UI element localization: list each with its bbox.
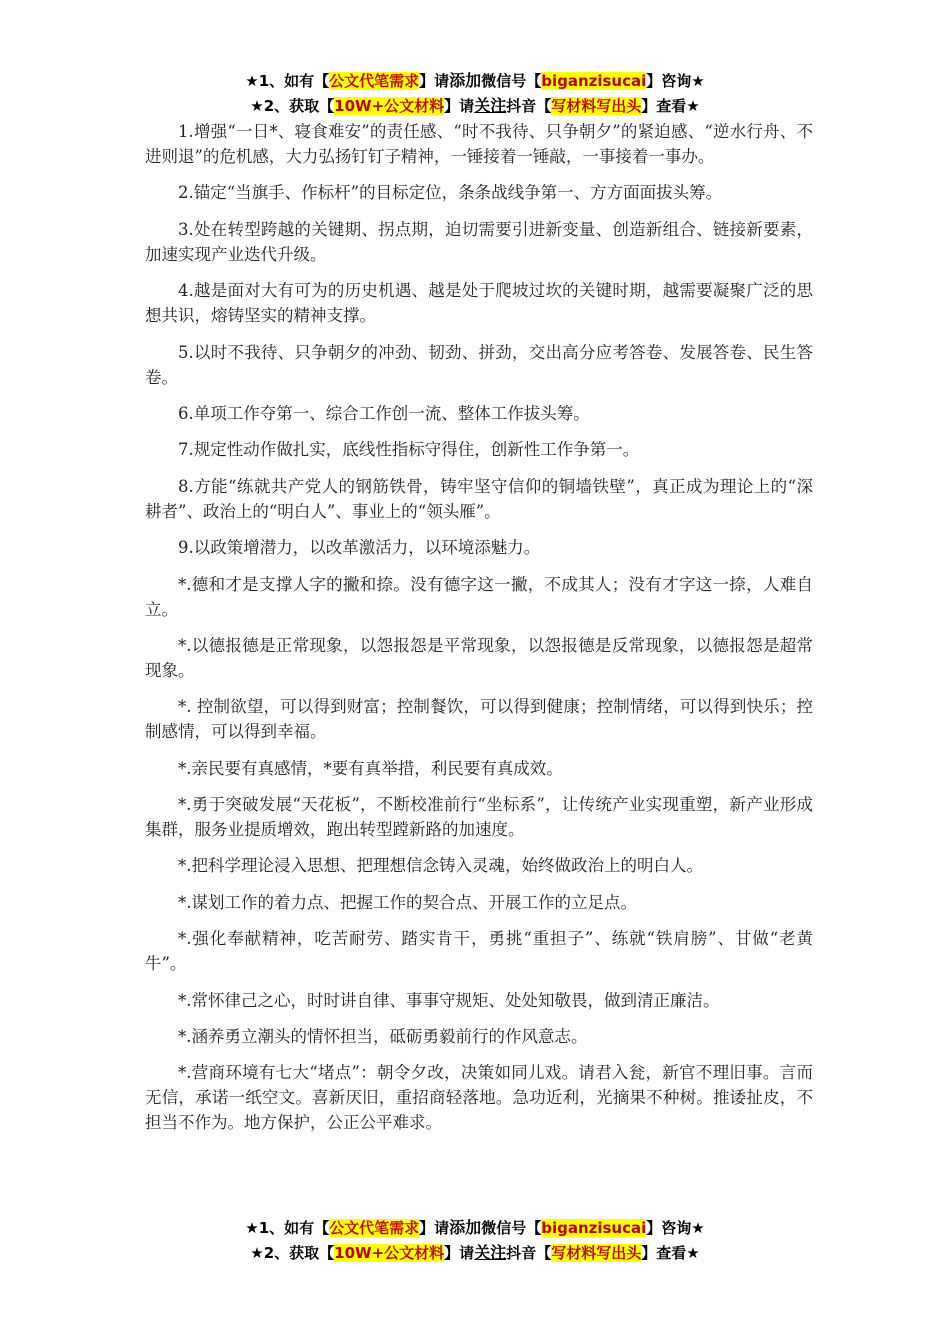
banner-text: 】请 xyxy=(419,72,450,90)
banner-text: 】查看 xyxy=(641,97,687,115)
paragraph: 6.单项工作夺第一、综合工作创一流、整体工作拔头筹。 xyxy=(178,403,590,423)
banner-text: 2、获取【 xyxy=(263,97,335,115)
banner-emphasis: 添加 xyxy=(449,71,482,90)
star-icon: ★ xyxy=(250,97,264,115)
banner-line-materials xyxy=(0,1240,950,1265)
highlight-materials: 10W+公文材料 xyxy=(334,97,445,115)
paragraph: *.德和才是支撑人字的撇和捺。没有德字这一撇，不成其人；没有才字这一捺，人难自立。 xyxy=(145,574,813,619)
paragraph: 8.方能“练就共产党人的钢筋铁骨，铸牢坚守信仰的铜墙铁壁”，真正成为理论上的“深耕者”、政治上的“明白人”、事业上的“领头雁”。 xyxy=(145,476,813,521)
highlight-materials: 10W+公文材料 xyxy=(334,1244,445,1262)
banner-text: 】请 xyxy=(419,1219,450,1237)
star-icon: ★ xyxy=(691,72,705,90)
banner-text: 2、获取【 xyxy=(263,1244,335,1262)
document-body xyxy=(145,119,813,1147)
paragraph: 9.以政策增潜力，以改革激活力，以环境添魅力。 xyxy=(178,538,541,558)
paragraph: *.以德报德是正常现象，以怨报怨是平常现象，以怨报德是反常现象，以德报怨是超常现象。 xyxy=(145,635,813,680)
star-icon: ★ xyxy=(245,1219,259,1237)
highlight-service: 公文代笔需求 xyxy=(329,72,420,90)
paragraph: *.营商环境有七大“堵点”：朝令夕改，决策如同儿戏。请君入瓮，新官不理旧事。言而无信，承诺一纸空文。喜新厌旧，重招商轻落地。急功近利，光摘果不种树。推诿扯皮，不担当不作为。地方保护，公正公平难求。 xyxy=(145,1063,813,1133)
highlight-wechat-id: biganzisucai xyxy=(541,1219,647,1237)
banner-emphasis: 关注 xyxy=(474,1243,507,1262)
footer-banner xyxy=(0,1215,950,1265)
banner-text: 】请 xyxy=(444,1244,475,1262)
banner-line-materials xyxy=(0,93,950,118)
paragraph: *. 控制欲望，可以得到财富；控制餐饮，可以得到健康；控制情绪，可以得到快乐；控制感情，可以得到幸福。 xyxy=(145,697,813,742)
banner-text: 1、如有【 xyxy=(258,72,330,90)
star-icon: ★ xyxy=(250,1244,264,1262)
banner-emphasis: 关注 xyxy=(474,96,507,115)
star-icon: ★ xyxy=(686,97,700,115)
paragraph: *.谋划工作的着力点、把握工作的契合点、开展工作的立足点。 xyxy=(178,892,637,912)
highlight-wechat-id: biganzisucai xyxy=(541,72,647,90)
banner-text: 微信号【 xyxy=(481,1219,542,1237)
banner-text: 】咨询 xyxy=(646,1219,692,1237)
banner-text: 1、如有【 xyxy=(258,1219,330,1237)
paragraph: 1.增强“一日*、寝食难安”的责任感、“时不我待、只争朝夕”的紧迫感、“逆水行舟、不进则退”的危机感，大力弘扬钉钉子精神，一锤接着一锤敲，一事接着一事办。 xyxy=(145,122,813,166)
paragraph: *.常怀律己之心，时时讲自律、事事守规矩、处处知敬畏，做到清正廉洁。 xyxy=(178,990,720,1010)
paragraph: *.涵养勇立潮头的情怀担当，砥砺勇毅前行的作风意志。 xyxy=(178,1027,588,1047)
banner-emphasis: 添加 xyxy=(449,1218,482,1237)
star-icon: ★ xyxy=(691,1219,705,1237)
header-banner xyxy=(0,68,950,118)
paragraph: 5.以时不我待、只争朝夕的冲劲、韧劲、拼劲，交出高分应考答卷、发展答卷、民生答卷。 xyxy=(145,342,813,387)
banner-text: 微信号【 xyxy=(481,72,542,90)
paragraph: *.勇于突破发展“天花板”，不断校准前行“坐标系”，让传统产业实现重塑，新产业形成集群，服务业提质增效，跑出转型蹚新路的加速度。 xyxy=(145,795,813,840)
paragraph: 7.规定性动作做扎实，底线性指标守得住，创新性工作争第一。 xyxy=(178,440,640,460)
highlight-service: 公文代笔需求 xyxy=(329,1219,420,1237)
banner-text: 】查看 xyxy=(641,1244,687,1262)
paragraph: *.强化奉献精神，吃苦耐劳、踏实肯干，勇挑“重担子”、练就“铁肩膀”、甘做“老黄牛”。 xyxy=(145,929,813,974)
highlight-douyin-account: 写材料写出头 xyxy=(551,97,642,115)
banner-line-service xyxy=(0,1215,950,1240)
banner-line-service xyxy=(0,68,950,93)
star-icon: ★ xyxy=(245,72,259,90)
paragraph: *.把科学理论浸入思想、把理想信念铸入灵魂，始终做政治上的明白人。 xyxy=(178,856,703,876)
banner-text: 】请 xyxy=(444,97,475,115)
banner-text: 】咨询 xyxy=(646,72,692,90)
paragraph: 2.锚定“当旗手、作标杆”的目标定位，条条战线争第一、方方面面拔头筹。 xyxy=(178,183,723,203)
paragraph: 3.处在转型跨越的关键期、拐点期，迫切需要引进新变量、创造新组合、链接新要素，加速实现产业迭代升级。 xyxy=(145,219,813,264)
banner-text: 抖音【 xyxy=(506,1244,552,1262)
banner-text: 抖音【 xyxy=(506,97,552,115)
paragraph: *.亲民要有真感情，*要有真举措，利民要有真成效。 xyxy=(178,758,563,778)
star-icon: ★ xyxy=(686,1244,700,1262)
paragraph: 4.越是面对大有可为的历史机遇、越是处于爬坡过坎的关键时期，越需要凝聚广泛的思想共识，熔铸坚实的精神支撑。 xyxy=(145,281,813,326)
highlight-douyin-account: 写材料写出头 xyxy=(551,1244,642,1262)
